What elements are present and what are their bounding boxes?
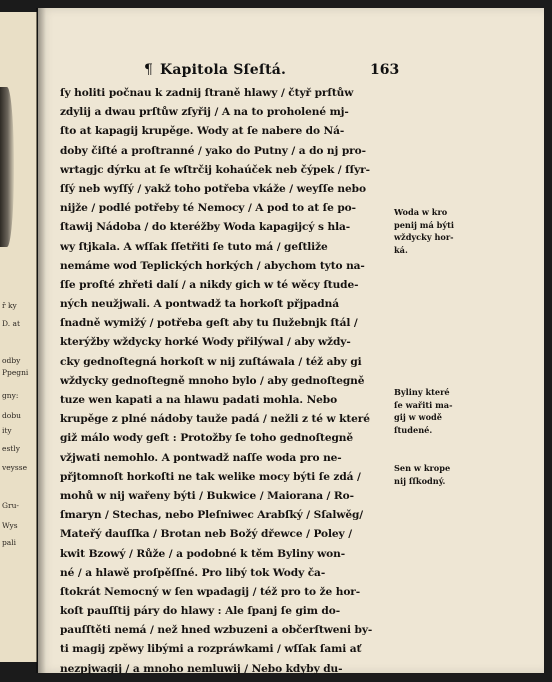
left-page-snippet: gny: [2, 391, 19, 400]
text-line: ſſe proſté zhřeti dalí / a nikdy gich w té wěcy ſtude- [60, 278, 359, 291]
text-line: ſto at kapagij krupěge. Wody at ſe nabere do Ná- [60, 125, 345, 138]
text-line: ſnadně wymižý / potřeba geſt aby tu ſlužebnjk ſtál / [60, 317, 358, 330]
text-line: ſy holiti počnau k zadnij ſtraně hlawy / čtyř prſtůw [60, 87, 354, 99]
text-line: ſmaryn / Stechas, nebo Pleſniwec Arabſký / Sſalwěg/ [60, 509, 364, 522]
margin-note-line: gij w wodě [394, 412, 442, 423]
text-line: vžjwati nemohlo. A pontwadž naſſe woda pro ne- [60, 451, 342, 464]
text-line: zdylij a dwau prſtůw zſyřij / A na to proholené mj- [60, 106, 349, 119]
left-page-snippet: D. at [2, 319, 20, 328]
margin-note-line: ká. [394, 244, 408, 255]
text-line: Mateřý dauſſka / Brotan neb Božý dřewce / Poley / [60, 528, 352, 541]
text-line: wždycky gednoſtegně mnoho bylo / aby gednoſtegně [60, 374, 365, 387]
text-line: mohů w nij wařeny býti / Bukwice / Maiorana / Ro- [60, 489, 354, 502]
left-page-snippet: estly [2, 444, 20, 453]
left-page-snippet: dobu [2, 411, 21, 420]
text-line: ſſý neb wyſſý / yakž toho potřeba vkáže / weyſſe nebo [60, 182, 366, 195]
margin-note-line: Byliny které [394, 387, 450, 397]
left-page-illustration-fragment [0, 87, 14, 247]
text-line: cky gednoſtegná horkoſt w nij zuſtáwala / též aby gi [60, 355, 362, 368]
book-spine-shadow [36, 8, 46, 673]
margin-note-water-drip [394, 206, 488, 256]
text-line: wrtagjc dýrku at ſe wſtrčij kohaúček neb čýpek / ſſyr- [60, 163, 370, 176]
text-line: pauſſtěti nemá / než hned wzbuzeni a občerſtweni by- [60, 624, 373, 637]
left-page-snippet: pali [2, 538, 17, 547]
left-page-snippet: veysse [2, 463, 28, 472]
text-line: kterýžby wždycky horké Wody přilýwal / aby wždy- [60, 336, 351, 349]
text-line: nijže / podlé potřeby té Nemocy / A pod to at ſe po- [60, 202, 356, 215]
text-line: nemáme wod Teplických horkých / abychom tyto na- [60, 259, 365, 272]
text-line: kwit Bzowý / Růže / a podobné k těm Byliny won- [60, 547, 346, 560]
body-text-block [60, 84, 400, 679]
text-line: krupěge z plné nádoby tauže padá / nežli z té w které [60, 413, 370, 426]
left-page-snippet: ř ky [2, 301, 17, 310]
left-page-snippet: ity [2, 426, 12, 435]
left-page-snippet: Ppegni [2, 368, 29, 377]
text-line: ſtawij Nádoba / do kteréžby Woda kapagijcý s hla- [60, 221, 351, 234]
chapter-title: Kapitola Sſeſtá. [160, 62, 287, 78]
page-number: 163 [370, 62, 400, 78]
text-line: tuze wen kapati a na hlawu padati mohla. Nebo [60, 394, 338, 406]
text-line: giž málo wody geſt : Protožby ſe toho gednoſtegně [60, 432, 354, 445]
text-line: ti magij zpěwy libými a rozpráwkami / wſſak ſami ať [60, 643, 362, 656]
left-page-snippet: odby [2, 356, 21, 365]
margin-note-line: Woda w kro [394, 207, 448, 217]
margin-note-line: ſe wařiti ma- [394, 399, 453, 410]
margin-note-line: penij má býti [394, 219, 455, 230]
text-line: wy ſtjkala. A wſſak ſſetřiti ſe tuto má / geſtliže [60, 240, 328, 253]
text-line: ných neužjwali. A pontwadž ta horkoſt přjpadná [60, 298, 339, 311]
margin-note-line: ſtudené. [394, 424, 433, 435]
book-page [38, 8, 544, 673]
margin-note-line: Sen w krope [394, 463, 451, 473]
text-line: ſtokrát Nemocný w ſen wpadagij / též pro to že hor- [60, 585, 361, 598]
margin-note-line: wždycky hor- [394, 232, 454, 243]
pilcrow-ornament-icon: ¶ [144, 62, 153, 78]
left-page-snippet: Wys [2, 521, 18, 530]
text-line: doby čiſté a proſtranné / yako do Putny / a do nj pro- [60, 144, 366, 157]
text-line: nezpjwagij / a mnoho nemluwij / Nebo kdyby du- [60, 662, 343, 675]
margin-note-line: nij ſſkodný. [394, 475, 446, 486]
facing-left-page [0, 12, 37, 662]
left-page-snippet: Gru- [2, 501, 19, 510]
margin-note-sleep [394, 462, 488, 487]
text-line: né / a hlawě proſpěſſné. Pro libý tok Wody ča- [60, 566, 326, 579]
text-line: koſt pauſſtij páry do hlawy : Ale ſpanj ſe gim do- [60, 605, 340, 618]
margin-note-herbs [394, 386, 488, 436]
text-line: přjtomnoſt horkoſti ne tak welike mocy býti ſe zdá / [60, 470, 361, 483]
